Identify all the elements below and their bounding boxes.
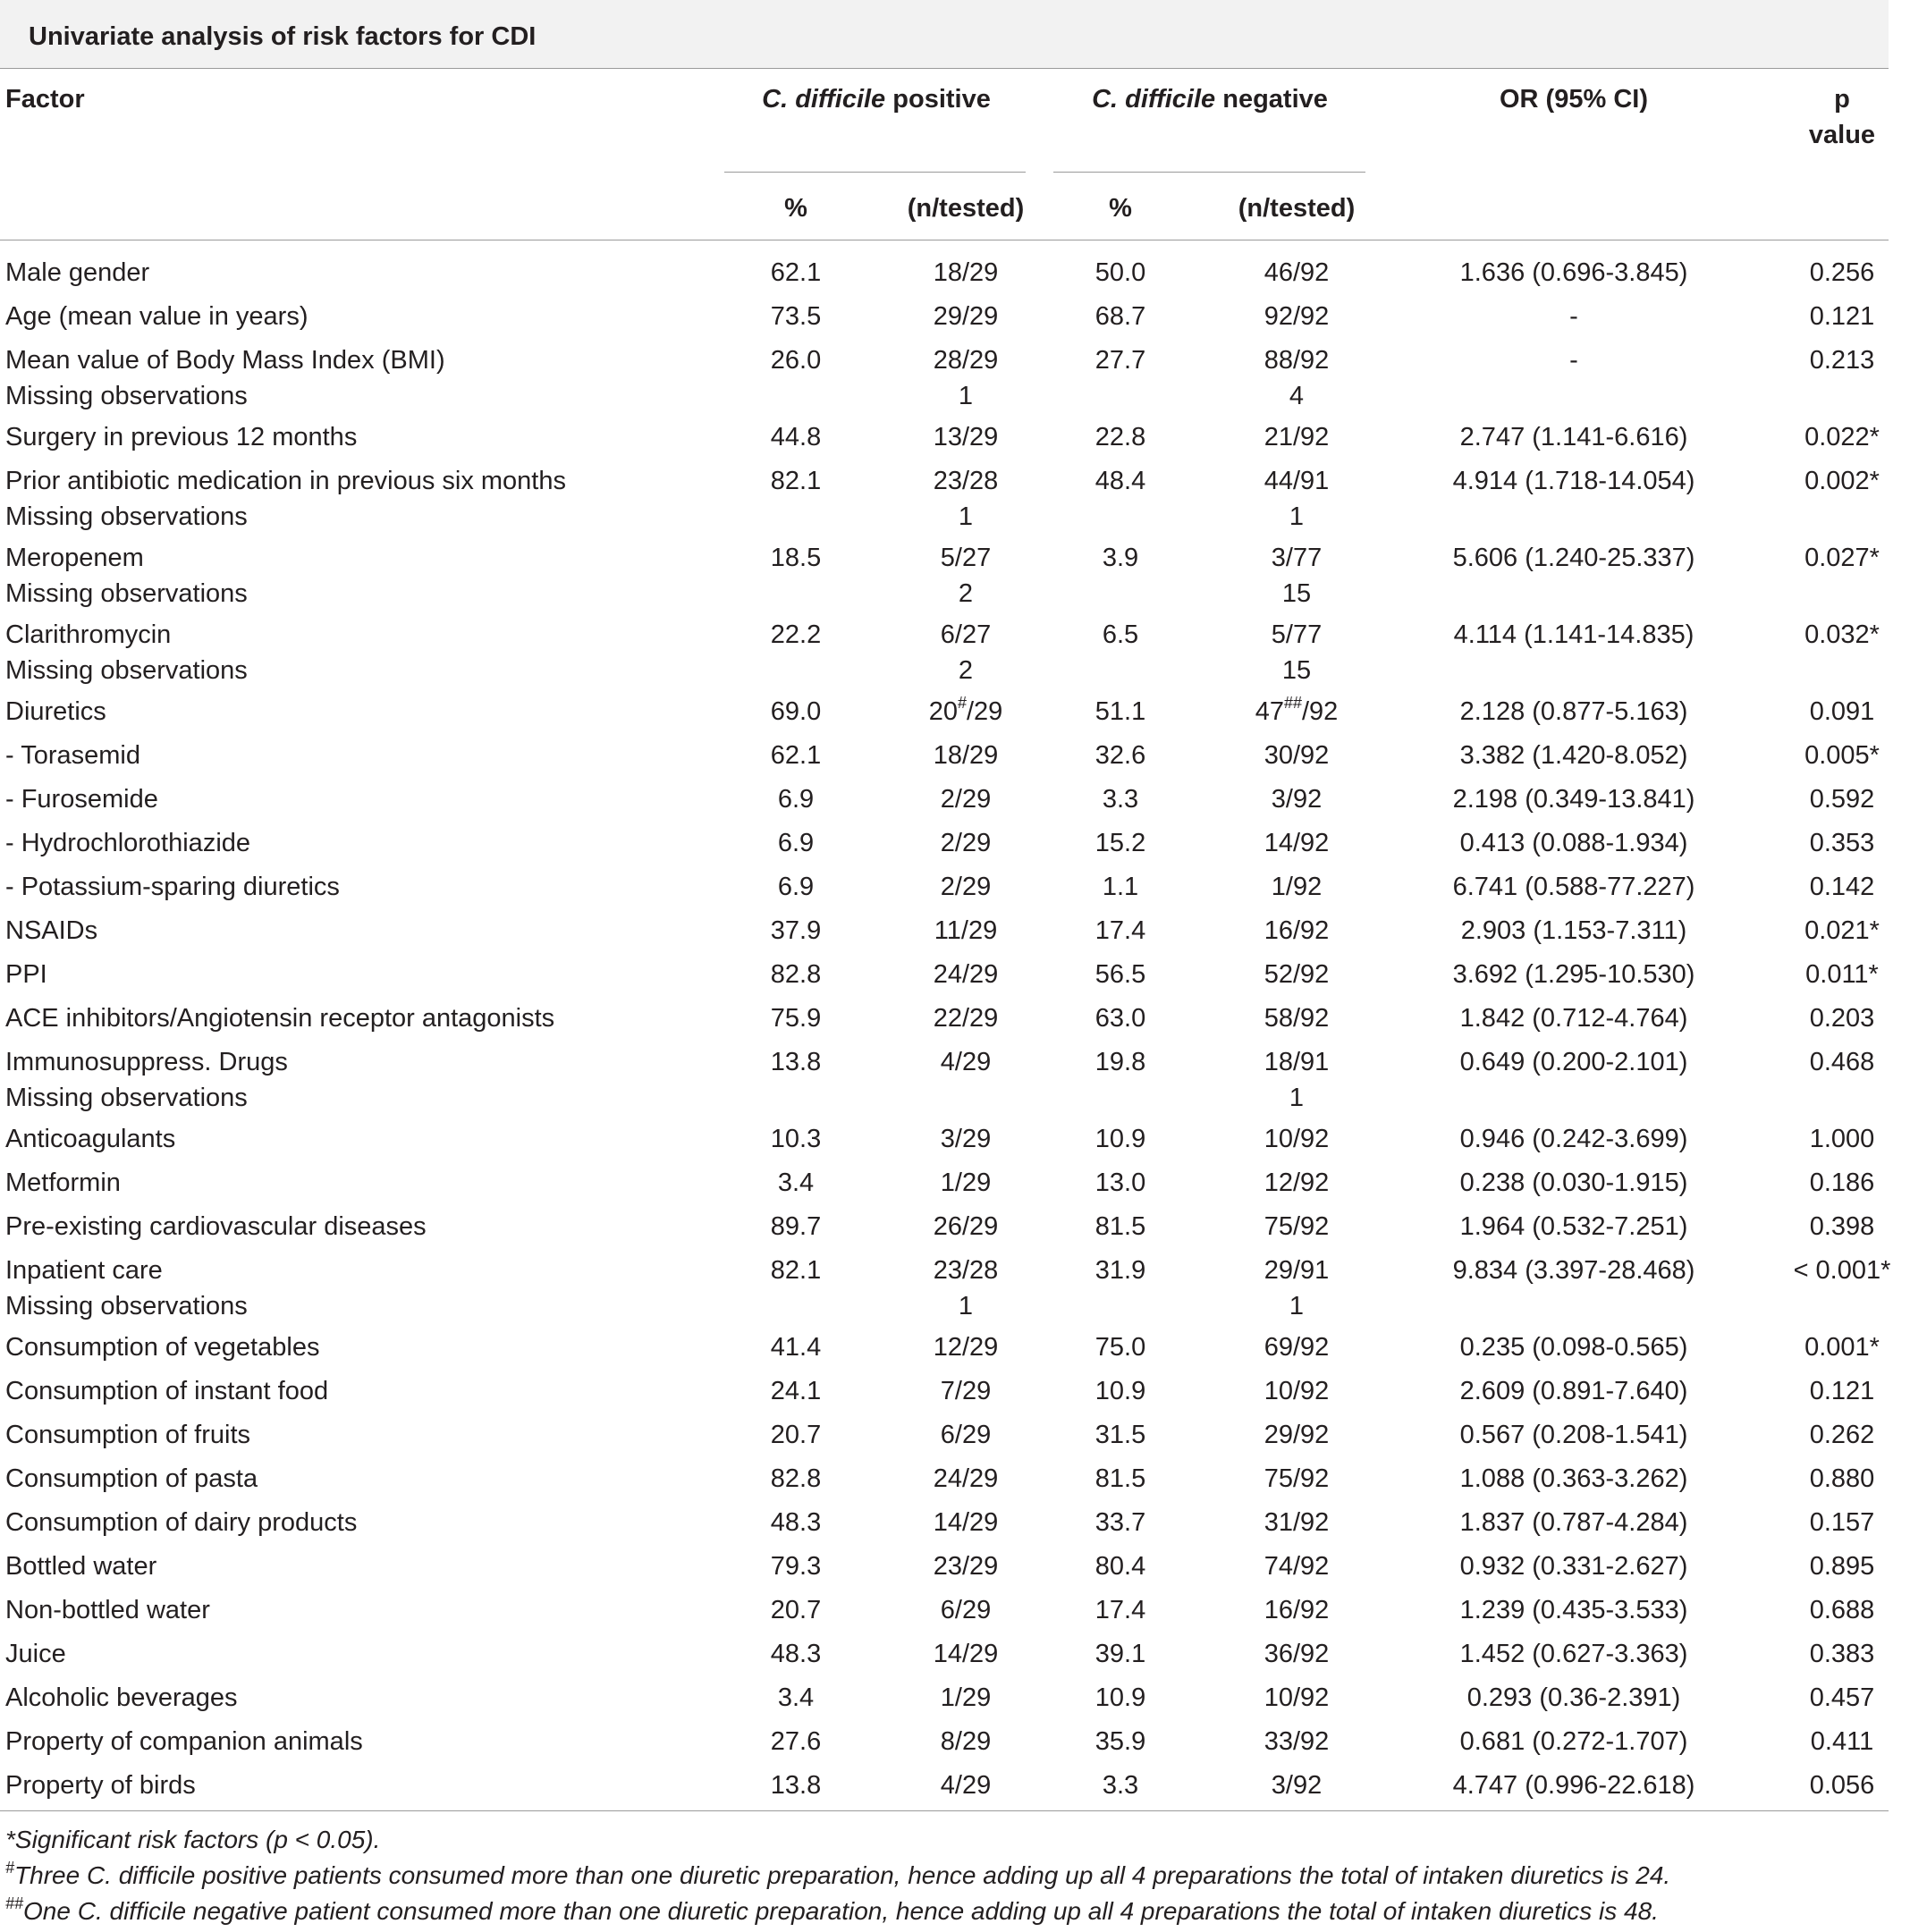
row-negative-count: 47##/92 <box>1255 694 1339 726</box>
row-positive-percent: 79.3 <box>770 1552 822 1581</box>
row-factor: Clarithromycin <box>5 620 172 649</box>
row-missing-label: Missing observations <box>5 382 248 410</box>
row-positive-percent: 20.7 <box>770 1421 822 1449</box>
row-factor: Immunosuppress. Drugs <box>5 1048 288 1076</box>
caption-band <box>0 0 1889 68</box>
row-negative-percent: 39.1 <box>1094 1640 1146 1668</box>
row-p-value: 0.256 <box>1809 258 1875 287</box>
row-positive-count: 11/29 <box>934 916 998 945</box>
row-positive-percent: 27.6 <box>770 1727 822 1756</box>
row-positive-count: 4/29 <box>940 1048 992 1076</box>
header-factor: Factor <box>5 85 85 114</box>
row-positive-count: 4/29 <box>940 1771 992 1800</box>
footnote-text: One C. difficile negative patient consumed more than one diuretic preparation, hence adding up all 4 preparations the total of intaken diuretics is 48. <box>23 1897 1659 1925</box>
row-odds-ratio: 1.964 (0.532-7.251) <box>1459 1212 1688 1241</box>
row-factor: Meropenem <box>5 544 144 572</box>
row-missing-negative: 15 <box>1281 579 1312 608</box>
row-p-value: 0.011* <box>1805 960 1879 989</box>
row-positive-percent: 13.8 <box>770 1771 822 1800</box>
row-positive-percent: 6.9 <box>777 873 815 901</box>
row-positive-count: 20#/29 <box>928 694 1003 726</box>
row-p-value: 0.592 <box>1809 785 1875 814</box>
row-positive-count: 23/28 <box>933 467 999 495</box>
row-factor: Diuretics <box>5 697 106 726</box>
header-positive-group <box>724 84 1028 114</box>
row-odds-ratio: 0.946 (0.242-3.699) <box>1459 1125 1688 1153</box>
row-positive-percent: 24.1 <box>770 1377 822 1405</box>
row-positive-percent: 82.8 <box>770 1464 822 1493</box>
row-missing-label: Missing observations <box>5 656 248 685</box>
row-positive-count: 3/29 <box>940 1125 992 1153</box>
row-positive-percent: 3.4 <box>777 1683 815 1712</box>
row-negative-percent: 81.5 <box>1094 1212 1146 1241</box>
row-negative-percent: 35.9 <box>1094 1727 1146 1756</box>
row-odds-ratio: 5.606 (1.240-25.337) <box>1452 544 1695 572</box>
row-missing-positive: 1 <box>958 1292 974 1320</box>
row-positive-count: 18/29 <box>933 258 999 287</box>
row-missing-label: Missing observations <box>5 502 248 531</box>
row-negative-count: 21/92 <box>1263 423 1330 451</box>
header-negative-rest: negative <box>1215 85 1328 114</box>
row-factor: Juice <box>5 1640 66 1668</box>
row-negative-percent: 17.4 <box>1094 916 1146 945</box>
row-p-value: 0.091 <box>1809 697 1875 726</box>
row-positive-percent: 18.5 <box>770 544 822 572</box>
row-positive-percent: 82.1 <box>770 467 822 495</box>
row-negative-percent: 10.9 <box>1094 1683 1146 1712</box>
row-missing-negative: 1 <box>1289 1084 1305 1112</box>
row-negative-percent: 10.9 <box>1094 1377 1146 1405</box>
row-negative-percent: 10.9 <box>1094 1125 1146 1153</box>
row-p-value: 0.383 <box>1809 1640 1875 1668</box>
row-factor: ACE inhibitors/Angiotensin receptor antagonists <box>5 1004 555 1033</box>
row-odds-ratio: 2.747 (1.141-6.616) <box>1459 423 1688 451</box>
row-positive-percent: 6.9 <box>777 829 815 857</box>
header-positive-italic: C. difficile <box>762 85 886 114</box>
row-missing-positive: 2 <box>958 579 974 608</box>
row-odds-ratio: 1.088 (0.363-3.262) <box>1459 1464 1688 1493</box>
row-positive-count: 23/29 <box>933 1552 999 1581</box>
row-factor: NSAIDs <box>5 916 98 945</box>
row-p-value: 0.468 <box>1809 1048 1875 1076</box>
row-p-value: 0.121 <box>1809 1377 1875 1405</box>
row-p-value: 0.398 <box>1809 1212 1875 1241</box>
row-positive-count: 2/29 <box>940 829 992 857</box>
row-negative-count: 16/92 <box>1263 916 1330 945</box>
row-factor: Consumption of fruits <box>5 1421 251 1449</box>
row-factor: Inpatient care <box>5 1256 163 1285</box>
row-negative-percent: 3.3 <box>1102 1771 1139 1800</box>
row-odds-ratio: 0.238 (0.030-1.915) <box>1459 1168 1688 1197</box>
row-odds-ratio: 2.128 (0.877-5.163) <box>1459 697 1688 726</box>
header-positive-rest: positive <box>885 85 991 114</box>
row-negative-count: 1/92 <box>1271 873 1323 901</box>
row-positive-count: 26/29 <box>933 1212 999 1241</box>
row-odds-ratio: 0.235 (0.098-0.565) <box>1459 1333 1688 1362</box>
row-negative-percent: 33.7 <box>1094 1508 1146 1537</box>
row-positive-count: 6/29 <box>940 1421 992 1449</box>
row-positive-percent: 69.0 <box>770 697 822 726</box>
row-positive-count: 2/29 <box>940 873 992 901</box>
row-factor: - Torasemid <box>5 741 140 770</box>
row-odds-ratio: 2.198 (0.349-13.841) <box>1452 785 1695 814</box>
header-negative-italic: C. difficile <box>1092 85 1216 114</box>
row-negative-percent: 48.4 <box>1094 467 1146 495</box>
row-negative-count: 5/77 <box>1271 620 1323 649</box>
row-negative-count: 92/92 <box>1263 302 1330 331</box>
row-missing-label: Missing observations <box>5 1292 248 1320</box>
row-positive-percent: 26.0 <box>770 346 822 375</box>
row-negative-count: 31/92 <box>1263 1508 1330 1537</box>
row-negative-count: 18/91 <box>1263 1048 1330 1076</box>
row-negative-percent: 75.0 <box>1094 1333 1146 1362</box>
row-factor: Consumption of instant food <box>5 1377 329 1405</box>
row-missing-negative: 4 <box>1289 382 1305 410</box>
row-missing-negative: 1 <box>1289 1292 1305 1320</box>
row-positive-count: 5/27 <box>940 544 992 572</box>
row-factor: Surgery in previous 12 months <box>5 423 358 451</box>
row-negative-count: 52/92 <box>1263 960 1330 989</box>
row-negative-percent: 80.4 <box>1094 1552 1146 1581</box>
row-negative-count: 33/92 <box>1263 1727 1330 1756</box>
row-positive-count: 22/29 <box>933 1004 999 1033</box>
row-negative-count: 30/92 <box>1263 741 1330 770</box>
row-factor: Prior antibiotic medication in previous six months <box>5 467 566 495</box>
row-positive-count: 12/29 <box>933 1333 999 1362</box>
row-odds-ratio: 4.914 (1.718-14.054) <box>1452 467 1695 495</box>
row-odds-ratio: 0.413 (0.088-1.934) <box>1459 829 1688 857</box>
row-p-value: 0.262 <box>1809 1421 1875 1449</box>
row-positive-count: 8/29 <box>940 1727 992 1756</box>
row-p-value: 0.032* <box>1804 620 1880 649</box>
header-neg-pct: % <box>1109 194 1132 223</box>
row-negative-percent: 3.3 <box>1102 785 1139 814</box>
header-p-line2: value <box>1808 121 1876 149</box>
footnote-negative-diuretics <box>5 1896 1659 1927</box>
row-odds-ratio: 2.609 (0.891-7.640) <box>1459 1377 1688 1405</box>
row-factor: - Potassium-sparing diuretics <box>5 873 340 901</box>
row-negative-percent: 31.9 <box>1094 1256 1146 1285</box>
row-positive-count: 29/29 <box>933 302 999 331</box>
row-negative-count: 10/92 <box>1263 1125 1330 1153</box>
row-positive-count: 1/29 <box>940 1683 992 1712</box>
row-odds-ratio: 3.382 (1.420-8.052) <box>1459 741 1688 770</box>
row-positive-count: 1/29 <box>940 1168 992 1197</box>
row-positive-percent: 20.7 <box>770 1596 822 1624</box>
row-positive-count: 2/29 <box>940 785 992 814</box>
row-odds-ratio: 0.932 (0.331-2.627) <box>1459 1552 1688 1581</box>
row-p-value: 0.021* <box>1804 916 1880 945</box>
row-factor: - Hydrochlorothiazide <box>5 829 251 857</box>
row-positive-count: 24/29 <box>933 960 999 989</box>
row-p-value: 0.001* <box>1804 1333 1880 1362</box>
header-pos-n: (n/tested) <box>907 194 1025 223</box>
row-factor: Consumption of dairy products <box>5 1508 358 1537</box>
row-p-value: 0.005* <box>1804 741 1880 770</box>
row-positive-percent: 82.8 <box>770 960 822 989</box>
row-negative-count: 14/92 <box>1263 829 1330 857</box>
row-factor: Anticoagulants <box>5 1125 176 1153</box>
row-positive-count: 13/29 <box>933 423 999 451</box>
row-positive-count: 18/29 <box>933 741 999 770</box>
row-odds-ratio: 4.114 (1.141-14.835) <box>1453 620 1694 649</box>
top-rule <box>0 68 1889 69</box>
row-positive-percent: 73.5 <box>770 302 822 331</box>
row-positive-percent: 62.1 <box>770 258 822 287</box>
row-p-value: 1.000 <box>1809 1125 1875 1153</box>
row-factor: Bottled water <box>5 1552 157 1581</box>
footnote-marker: ## <box>5 1894 24 1912</box>
row-missing-label: Missing observations <box>5 579 248 608</box>
row-negative-percent: 51.1 <box>1094 697 1146 726</box>
row-factor: Male gender <box>5 258 150 287</box>
row-p-value: 0.056 <box>1809 1771 1875 1800</box>
row-odds-ratio: 9.834 (3.397-28.468) <box>1452 1256 1695 1285</box>
row-odds-ratio: 0.567 (0.208-1.541) <box>1459 1421 1688 1449</box>
row-negative-count: 3/92 <box>1271 1771 1323 1800</box>
row-positive-percent: 22.2 <box>770 620 822 649</box>
row-negative-percent: 3.9 <box>1102 544 1139 572</box>
row-odds-ratio: 0.681 (0.272-1.707) <box>1459 1727 1688 1756</box>
row-p-value: 0.353 <box>1809 829 1875 857</box>
row-positive-percent: 3.4 <box>777 1168 815 1197</box>
positive-group-rule <box>724 172 1026 173</box>
row-p-value: 0.688 <box>1809 1596 1875 1624</box>
row-positive-count: 14/29 <box>933 1640 999 1668</box>
row-negative-percent: 50.0 <box>1094 258 1146 287</box>
row-factor: Age (mean value in years) <box>5 302 308 331</box>
row-negative-count: 44/91 <box>1263 467 1330 495</box>
row-negative-count: 29/92 <box>1263 1421 1330 1449</box>
table-caption: Univariate analysis of risk factors for CDI <box>29 22 537 51</box>
row-positive-count: 6/27 <box>940 620 992 649</box>
header-neg-n: (n/tested) <box>1238 194 1356 223</box>
row-negative-count: 88/92 <box>1263 346 1330 375</box>
row-p-value: 0.880 <box>1809 1464 1875 1493</box>
row-negative-percent: 17.4 <box>1094 1596 1146 1624</box>
row-negative-count: 36/92 <box>1263 1640 1330 1668</box>
footnote-text: Three C. difficile positive patients consumed more than one diuretic preparation, hence adding up all 4 preparations the total of intaken diuretics is 24. <box>14 1861 1671 1889</box>
header-negative-group <box>1055 84 1365 114</box>
row-negative-count: 29/91 <box>1263 1256 1330 1285</box>
row-p-value: 0.002* <box>1804 467 1880 495</box>
row-negative-percent: 22.8 <box>1094 423 1146 451</box>
row-odds-ratio: 0.293 (0.36-2.391) <box>1466 1683 1681 1712</box>
row-p-value: 0.157 <box>1809 1508 1875 1537</box>
row-odds-ratio: 0.649 (0.200-2.101) <box>1459 1048 1688 1076</box>
row-odds-ratio: - <box>1569 302 1578 331</box>
row-p-value: 0.213 <box>1809 346 1875 375</box>
row-factor: Consumption of pasta <box>5 1464 258 1493</box>
row-negative-percent: 63.0 <box>1094 1004 1146 1033</box>
row-p-value: 0.203 <box>1809 1004 1875 1033</box>
row-negative-count: 69/92 <box>1263 1333 1330 1362</box>
row-negative-count: 75/92 <box>1263 1464 1330 1493</box>
row-p-value: 0.186 <box>1809 1168 1875 1197</box>
row-odds-ratio: 1.239 (0.435-3.533) <box>1459 1596 1688 1624</box>
row-negative-percent: 81.5 <box>1094 1464 1146 1493</box>
header-p-line1: p <box>1834 85 1850 114</box>
row-negative-percent: 6.5 <box>1102 620 1139 649</box>
row-missing-negative: 15 <box>1281 656 1312 685</box>
row-odds-ratio: 1.837 (0.787-4.284) <box>1459 1508 1688 1537</box>
row-negative-count: 58/92 <box>1263 1004 1330 1033</box>
row-negative-count: 16/92 <box>1263 1596 1330 1624</box>
row-negative-percent: 56.5 <box>1094 960 1146 989</box>
row-factor: Metformin <box>5 1168 121 1197</box>
row-missing-positive: 1 <box>958 382 974 410</box>
row-positive-count: 7/29 <box>940 1377 992 1405</box>
row-factor: PPI <box>5 960 47 989</box>
row-missing-positive: 1 <box>958 502 974 531</box>
row-negative-count: 10/92 <box>1263 1377 1330 1405</box>
row-p-value: 0.457 <box>1809 1683 1875 1712</box>
row-missing-positive: 2 <box>958 656 974 685</box>
row-p-value: 0.027* <box>1804 544 1880 572</box>
row-negative-percent: 31.5 <box>1094 1421 1146 1449</box>
row-positive-percent: 13.8 <box>770 1048 822 1076</box>
row-odds-ratio: - <box>1569 346 1578 375</box>
row-positive-percent: 41.4 <box>770 1333 822 1362</box>
row-p-value: 0.022* <box>1804 423 1880 451</box>
row-odds-ratio: 1.842 (0.712-4.764) <box>1459 1004 1688 1033</box>
row-negative-percent: 68.7 <box>1094 302 1146 331</box>
row-positive-percent: 82.1 <box>770 1256 822 1285</box>
header-pos-pct: % <box>784 194 807 223</box>
row-p-value: 0.895 <box>1809 1552 1875 1581</box>
row-p-value: 0.411 <box>1810 1727 1874 1756</box>
negative-group-rule <box>1053 172 1365 173</box>
row-negative-count: 46/92 <box>1263 258 1330 287</box>
table-bottom-rule <box>0 1810 1889 1811</box>
footnote-positive-diuretics <box>5 1860 1670 1891</box>
row-odds-ratio: 1.636 (0.696-3.845) <box>1459 258 1688 287</box>
row-positive-percent: 89.7 <box>770 1212 822 1241</box>
row-negative-percent: 1.1 <box>1102 873 1139 901</box>
row-positive-percent: 62.1 <box>770 741 822 770</box>
row-factor: Consumption of vegetables <box>5 1333 320 1362</box>
row-factor: Property of companion animals <box>5 1727 363 1756</box>
footnote-marker: # <box>5 1858 15 1877</box>
row-negative-percent: 27.7 <box>1094 346 1146 375</box>
row-positive-percent: 44.8 <box>770 423 822 451</box>
footnote-significance: *Significant risk factors (p < 0.05). <box>5 1826 381 1853</box>
row-negative-count: 74/92 <box>1263 1552 1330 1581</box>
row-factor: Mean value of Body Mass Index (BMI) <box>5 346 445 375</box>
row-p-value: < 0.001* <box>1793 1256 1891 1285</box>
row-p-value: 0.121 <box>1809 302 1875 331</box>
row-negative-count: 3/77 <box>1271 544 1323 572</box>
row-negative-count: 3/92 <box>1271 785 1323 814</box>
row-missing-negative: 1 <box>1289 502 1305 531</box>
row-positive-percent: 48.3 <box>770 1640 822 1668</box>
row-odds-ratio: 4.747 (0.996-22.618) <box>1452 1771 1695 1800</box>
row-factor: Property of birds <box>5 1771 196 1800</box>
header-or: OR (95% CI) <box>1500 85 1648 114</box>
row-negative-percent: 13.0 <box>1094 1168 1146 1197</box>
row-factor: - Furosemide <box>5 785 158 814</box>
row-odds-ratio: 1.452 (0.627-3.363) <box>1459 1640 1688 1668</box>
row-odds-ratio: 6.741 (0.588-77.227) <box>1452 873 1695 901</box>
row-missing-label: Missing observations <box>5 1084 248 1112</box>
row-positive-count: 6/29 <box>940 1596 992 1624</box>
row-p-value: 0.142 <box>1809 873 1875 901</box>
row-odds-ratio: 3.692 (1.295-10.530) <box>1452 960 1695 989</box>
row-negative-percent: 32.6 <box>1094 741 1146 770</box>
row-odds-ratio: 2.903 (1.153-7.311) <box>1460 916 1687 945</box>
row-positive-percent: 37.9 <box>770 916 822 945</box>
row-positive-percent: 10.3 <box>770 1125 822 1153</box>
row-factor: Non-bottled water <box>5 1596 210 1624</box>
row-positive-count: 24/29 <box>933 1464 999 1493</box>
row-factor: Pre-existing cardiovascular diseases <box>5 1212 427 1241</box>
row-negative-count: 10/92 <box>1263 1683 1330 1712</box>
row-positive-percent: 48.3 <box>770 1508 822 1537</box>
row-positive-percent: 6.9 <box>777 785 815 814</box>
row-factor: Alcoholic beverages <box>5 1683 238 1712</box>
row-positive-percent: 75.9 <box>770 1004 822 1033</box>
row-negative-count: 75/92 <box>1263 1212 1330 1241</box>
row-positive-count: 28/29 <box>933 346 999 375</box>
row-positive-count: 14/29 <box>933 1508 999 1537</box>
row-positive-count: 23/28 <box>933 1256 999 1285</box>
row-negative-count: 12/92 <box>1263 1168 1330 1197</box>
row-negative-percent: 15.2 <box>1094 829 1146 857</box>
row-negative-percent: 19.8 <box>1094 1048 1146 1076</box>
